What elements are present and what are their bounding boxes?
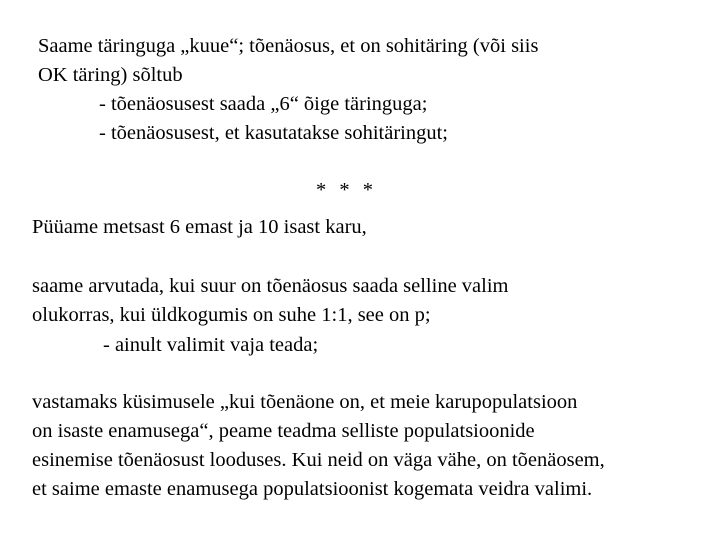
paragraph-2-line-1: Püüame metsast 6 emast ja 10 isast karu, xyxy=(32,216,367,238)
paragraph-1-bullet-1: - tõenäosusest saada „6“ õige täringuga; xyxy=(99,93,428,115)
paragraph-4-line-3: esinemise tõenäosust looduses. Kui neid on väga vähe, on tõenäosem, xyxy=(32,449,605,471)
paragraph-1-line-2: OK täring) sõltub xyxy=(38,64,183,86)
paragraph-4-line-2: on isaste enamusega“, peame teadma selliste populatsioonide xyxy=(32,420,535,442)
paragraph-4-line-1: vastamaks küsimusele „kui tõenäone on, et meie karupopulatsioon xyxy=(32,391,578,413)
paragraph-3-line-1: saame arvutada, kui suur on tõenäosus saada selline valim xyxy=(32,275,509,297)
paragraph-3-bullet-1: - ainult valimit vaja teada; xyxy=(103,334,319,356)
paragraph-3-line-2: olukorras, kui üldkogumis on suhe 1:1, see on p; xyxy=(32,304,431,326)
separator-stars: * * * xyxy=(316,179,377,201)
paragraph-1-bullet-2: - tõenäosusest, et kasutatakse sohitäringut; xyxy=(99,122,448,144)
paragraph-4-line-4: et saime emaste enamusega populatsioonist kogemata veidra valimi. xyxy=(32,478,593,500)
paragraph-1-line-1: Saame täringuga „kuue“; tõenäosus, et on sohitäring (või siis xyxy=(38,35,539,57)
